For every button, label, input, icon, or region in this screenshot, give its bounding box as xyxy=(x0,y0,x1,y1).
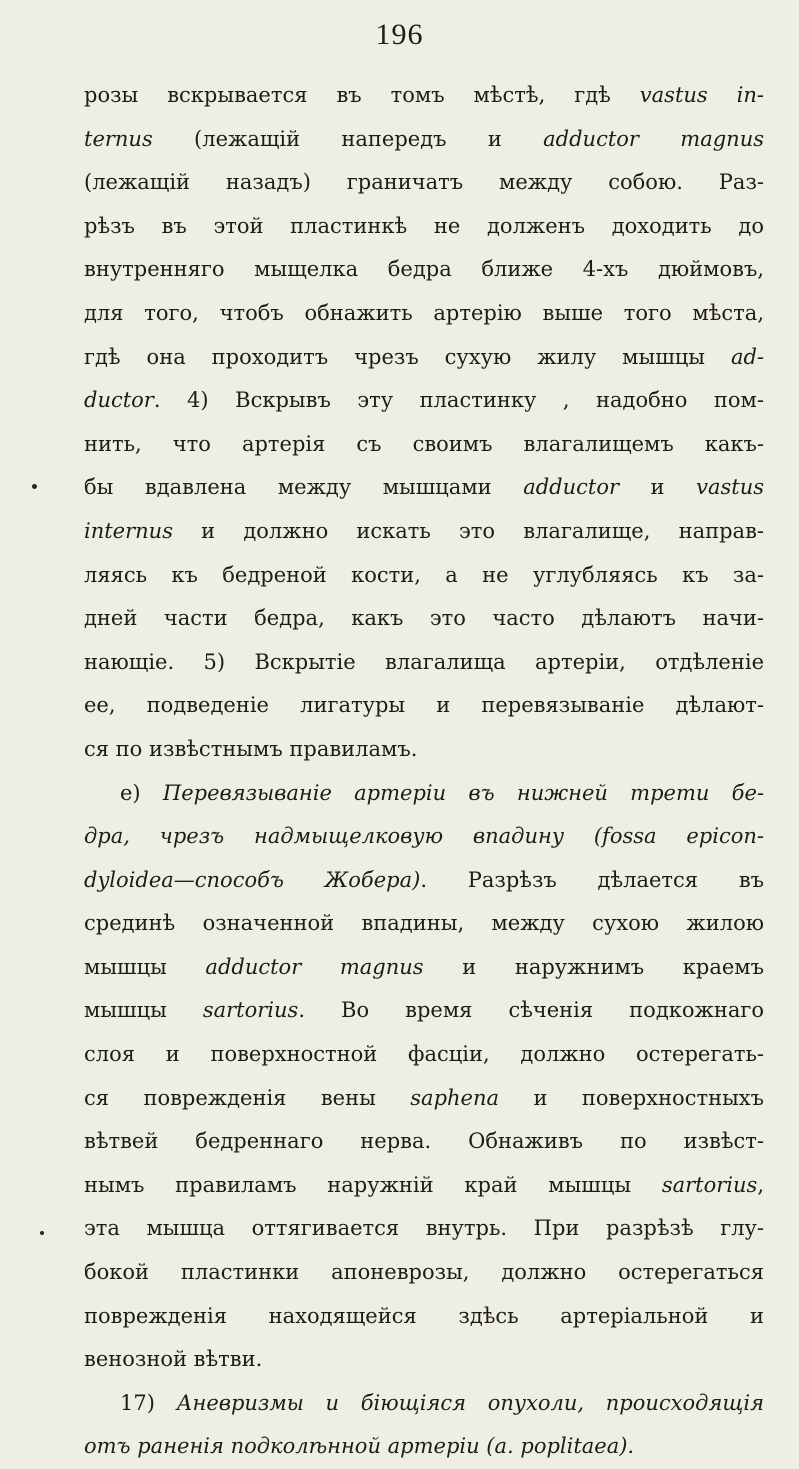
italic-segment: Аневризмы и біющіяся опухоли, происходящія xyxy=(176,1390,765,1415)
text-line xyxy=(84,989,764,1033)
text-line xyxy=(84,1077,764,1121)
text-line xyxy=(84,466,764,510)
italic-segment: internus xyxy=(84,518,173,543)
italic-segment: adductor magnus xyxy=(205,954,424,979)
text-segment: нающіе. 5) Вскрытіе влагалища артеріи, отдѣленіе xyxy=(84,649,764,674)
text-line xyxy=(84,1207,764,1251)
text-segment: дней части бедра, какъ это часто дѣлаютъ начи- xyxy=(84,606,764,631)
italic-segment: vastus in- xyxy=(639,83,764,107)
text-segment: бокой пластинки апоневрозы, должно остерегаться xyxy=(84,1260,764,1285)
text-line xyxy=(84,423,764,467)
text-line xyxy=(84,161,764,205)
italic-segment: saphena xyxy=(410,1085,500,1110)
text-segment: слоя и поверхностной фасціи, должно остерегать- xyxy=(84,1042,764,1067)
text-line xyxy=(84,554,764,598)
text-line xyxy=(84,641,764,685)
italic-segment: ad- xyxy=(730,344,764,369)
italic-segment: Перевязываніе артеріи въ нижней трети бе- xyxy=(162,780,764,805)
text-line xyxy=(84,859,764,903)
italic-segment: ternus xyxy=(84,126,153,151)
text-segment: нить, что артерія съ своимъ влагалищемъ какъ- xyxy=(84,431,764,456)
italic-segment: ductor xyxy=(84,388,154,413)
text-line xyxy=(84,946,764,990)
text-segment: для того, чтобъ обнажить артерію выше того мѣста, xyxy=(84,300,764,325)
text-segment: вѣтвей бедреннаго нерва. Обнаживъ по извѣст- xyxy=(84,1129,764,1154)
text-segment: ляясь къ бедреной кости, а не углубляясь къ за- xyxy=(84,562,764,587)
text-segment: (лежащій напередъ и xyxy=(152,126,544,151)
text-segment: рѣзъ въ этой пластинкѣ не долженъ доходить до xyxy=(84,213,764,238)
text-line xyxy=(84,248,764,292)
text-line xyxy=(84,1164,764,1208)
text-segment: ся поврежденія вены xyxy=(84,1085,411,1110)
text-line xyxy=(84,1425,764,1469)
italic-segment: vastus xyxy=(696,475,764,500)
text-segment: внутренняго мыщелка бедра ближе 4-хъ дюймовъ, xyxy=(84,257,764,282)
text-line xyxy=(84,1033,764,1077)
text-segment: эта мышца оттягивается внутрь. При разрѣзѣ глу- xyxy=(84,1216,764,1241)
text-segment: (лежащій назадъ) граничатъ между собою. Раз- xyxy=(84,170,764,195)
text-segment: и xyxy=(619,475,697,500)
text-line xyxy=(84,379,764,423)
text-segment: срединѣ означенной впадины, между сухою жилою xyxy=(84,911,764,936)
text-line xyxy=(84,1251,764,1295)
text-segment: венозной вѣтви. xyxy=(84,1347,263,1372)
text-segment: ее, подведеніе лигатуры и перевязываніе дѣлают- xyxy=(84,693,764,718)
margin-dot xyxy=(32,484,37,489)
text-segment: , xyxy=(757,1172,764,1197)
text-segment: . 4) Вскрывъ эту пластинку , надобно пом- xyxy=(153,388,764,413)
text-segment: ся по извѣстнымъ правиламъ. xyxy=(84,736,418,761)
text-line xyxy=(84,74,764,118)
text-segment: нымъ правиламъ наружній край мышцы xyxy=(84,1172,662,1197)
text-line xyxy=(84,684,764,728)
text-line xyxy=(84,728,764,772)
body-text xyxy=(84,74,764,1469)
text-segment: мышцы xyxy=(84,998,203,1023)
page-number: 196 xyxy=(375,18,424,51)
text-line xyxy=(84,118,764,162)
text-segment: . Разрѣзъ дѣлается въ xyxy=(420,867,765,892)
text-line xyxy=(84,1338,764,1382)
text-segment: бы вдавлена между мышцами xyxy=(84,475,524,500)
text-segment: поврежденія находящейся здѣсь артеріальной и xyxy=(84,1303,764,1328)
text-line xyxy=(84,1382,764,1426)
text-line xyxy=(84,1120,764,1164)
italic-segment: sartorius xyxy=(202,998,299,1023)
italic-segment: adductor xyxy=(523,475,620,500)
margin-dot xyxy=(40,1231,44,1235)
text-segment: е) xyxy=(120,780,163,805)
text-line xyxy=(84,597,764,641)
text-line xyxy=(84,772,764,816)
text-segment: мышцы xyxy=(84,954,206,979)
text-line xyxy=(84,815,764,859)
italic-segment: adductor magnus xyxy=(543,126,764,151)
italic-segment: дра, чрезъ надмыщелковую впадину (fossa epicon- xyxy=(84,824,764,849)
text-segment: и должно искать это влагалище, направ- xyxy=(172,518,764,543)
text-segment: розы вскрывается въ томъ мѣстѣ, гдѣ xyxy=(84,83,640,107)
text-segment: гдѣ она проходитъ чрезъ сухую жилу мышцы xyxy=(84,344,731,369)
text-line xyxy=(84,902,764,946)
text-segment: . Во время сѣченія подкожнаго xyxy=(298,998,764,1023)
italic-segment: отъ раненія подколѣнной артеріи (a. poplitaea). xyxy=(84,1434,635,1459)
text-line xyxy=(84,1295,764,1339)
italic-segment: sartorius xyxy=(661,1172,758,1197)
text-line xyxy=(84,205,764,249)
text-line xyxy=(84,510,764,554)
italic-segment: dyloidea—способъ Жобера) xyxy=(84,867,421,892)
text-line xyxy=(84,292,764,336)
text-segment: и поверхностныхъ xyxy=(499,1085,764,1110)
text-segment: и наружнимъ краемъ xyxy=(423,954,764,979)
text-segment: 17) xyxy=(120,1390,177,1415)
text-line xyxy=(84,336,764,380)
